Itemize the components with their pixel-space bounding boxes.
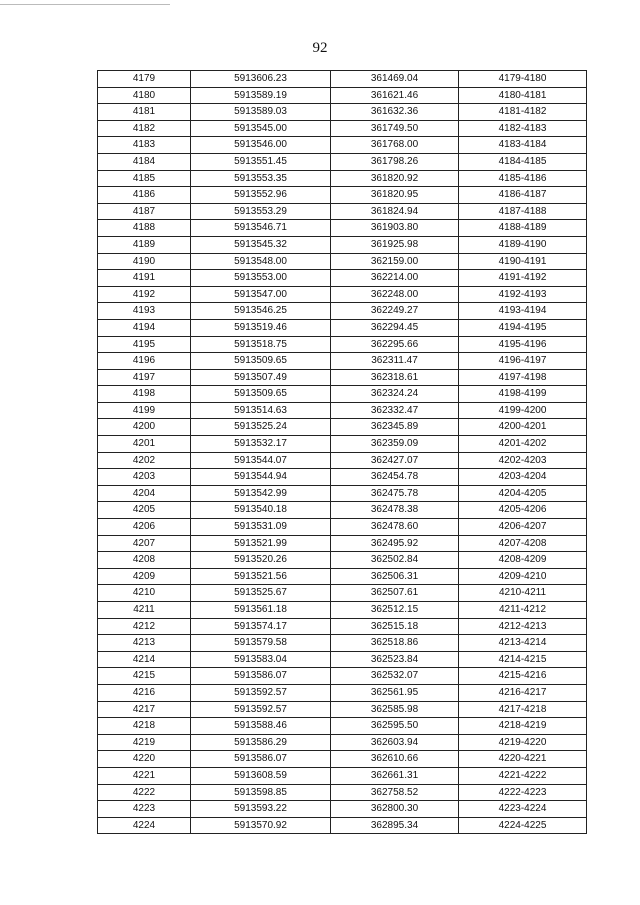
x-coordinate-cell: 5913589.19 <box>191 87 331 104</box>
point-number-cell: 4212 <box>98 618 191 635</box>
segment-cell: 4179-4180 <box>459 71 587 88</box>
x-coordinate-cell: 5913514.63 <box>191 402 331 419</box>
table-row <box>98 684 587 701</box>
y-coordinate-cell: 361749.50 <box>331 120 459 137</box>
y-coordinate-cell: 362248.00 <box>331 286 459 303</box>
y-coordinate-cell: 362454.78 <box>331 469 459 486</box>
point-number-cell: 4188 <box>98 220 191 237</box>
table-row <box>98 651 587 668</box>
segment-cell: 4213-4214 <box>459 635 587 652</box>
x-coordinate-cell: 5913586.07 <box>191 668 331 685</box>
y-coordinate-cell: 362895.34 <box>331 817 459 834</box>
segment-cell: 4223-4224 <box>459 801 587 818</box>
segment-cell: 4183-4184 <box>459 137 587 154</box>
point-number-cell: 4214 <box>98 651 191 668</box>
segment-cell: 4209-4210 <box>459 568 587 585</box>
point-number-cell: 4197 <box>98 369 191 386</box>
segment-cell: 4224-4225 <box>459 817 587 834</box>
segment-cell: 4192-4193 <box>459 286 587 303</box>
y-coordinate-cell: 362495.92 <box>331 535 459 552</box>
x-coordinate-cell: 5913542.99 <box>191 485 331 502</box>
x-coordinate-cell: 5913606.23 <box>191 71 331 88</box>
segment-cell: 4193-4194 <box>459 303 587 320</box>
segment-cell: 4203-4204 <box>459 469 587 486</box>
y-coordinate-cell: 362249.27 <box>331 303 459 320</box>
table-row <box>98 436 587 453</box>
x-coordinate-cell: 5913570.92 <box>191 817 331 834</box>
x-coordinate-cell: 5913519.46 <box>191 319 331 336</box>
point-number-cell: 4186 <box>98 187 191 204</box>
x-coordinate-cell: 5913548.00 <box>191 253 331 270</box>
table-row <box>98 187 587 204</box>
segment-cell: 4194-4195 <box>459 319 587 336</box>
table-row <box>98 87 587 104</box>
x-coordinate-cell: 5913521.56 <box>191 568 331 585</box>
y-coordinate-cell: 362523.84 <box>331 651 459 668</box>
y-coordinate-cell: 362345.89 <box>331 419 459 436</box>
point-number-cell: 4199 <box>98 402 191 419</box>
segment-cell: 4221-4222 <box>459 767 587 784</box>
segment-cell: 4204-4205 <box>459 485 587 502</box>
segment-cell: 4208-4209 <box>459 552 587 569</box>
y-coordinate-cell: 362311.47 <box>331 353 459 370</box>
y-coordinate-cell: 362478.60 <box>331 519 459 536</box>
table-row <box>98 701 587 718</box>
table-row <box>98 668 587 685</box>
x-coordinate-cell: 5913507.49 <box>191 369 331 386</box>
y-coordinate-cell: 361621.46 <box>331 87 459 104</box>
table-row <box>98 452 587 469</box>
y-coordinate-cell: 361925.98 <box>331 236 459 253</box>
segment-cell: 4216-4217 <box>459 684 587 701</box>
table-row <box>98 369 587 386</box>
point-number-cell: 4180 <box>98 87 191 104</box>
x-coordinate-cell: 5913540.18 <box>191 502 331 519</box>
segment-cell: 4186-4187 <box>459 187 587 204</box>
y-coordinate-cell: 362610.66 <box>331 751 459 768</box>
point-number-cell: 4193 <box>98 303 191 320</box>
table-row <box>98 270 587 287</box>
y-coordinate-cell: 361469.04 <box>331 71 459 88</box>
y-coordinate-cell: 362518.86 <box>331 635 459 652</box>
y-coordinate-cell: 362661.31 <box>331 767 459 784</box>
point-number-cell: 4196 <box>98 353 191 370</box>
table-row <box>98 253 587 270</box>
x-coordinate-cell: 5913551.45 <box>191 153 331 170</box>
point-number-cell: 4185 <box>98 170 191 187</box>
table-row <box>98 568 587 585</box>
point-number-cell: 4208 <box>98 552 191 569</box>
point-number-cell: 4206 <box>98 519 191 536</box>
x-coordinate-cell: 5913561.18 <box>191 602 331 619</box>
point-number-cell: 4190 <box>98 253 191 270</box>
table-row <box>98 767 587 784</box>
x-coordinate-cell: 5913546.25 <box>191 303 331 320</box>
y-coordinate-cell: 362475.78 <box>331 485 459 502</box>
segment-cell: 4199-4200 <box>459 402 587 419</box>
segment-cell: 4207-4208 <box>459 535 587 552</box>
y-coordinate-cell: 362318.61 <box>331 369 459 386</box>
y-coordinate-cell: 362295.66 <box>331 336 459 353</box>
segment-cell: 4205-4206 <box>459 502 587 519</box>
x-coordinate-cell: 5913589.03 <box>191 104 331 121</box>
segment-cell: 4212-4213 <box>459 618 587 635</box>
table-row <box>98 170 587 187</box>
y-coordinate-cell: 362359.09 <box>331 436 459 453</box>
table-row <box>98 120 587 137</box>
scan-artifact-line <box>0 4 170 5</box>
segment-cell: 4180-4181 <box>459 87 587 104</box>
x-coordinate-cell: 5913525.24 <box>191 419 331 436</box>
point-number-cell: 4203 <box>98 469 191 486</box>
point-number-cell: 4181 <box>98 104 191 121</box>
y-coordinate-cell: 362585.98 <box>331 701 459 718</box>
table-row <box>98 718 587 735</box>
table-row <box>98 469 587 486</box>
table-row <box>98 419 587 436</box>
table-row <box>98 336 587 353</box>
coordinates-table <box>97 70 587 834</box>
x-coordinate-cell: 5913532.17 <box>191 436 331 453</box>
point-number-cell: 4191 <box>98 270 191 287</box>
y-coordinate-cell: 361768.00 <box>331 137 459 154</box>
segment-cell: 4181-4182 <box>459 104 587 121</box>
table-row <box>98 784 587 801</box>
x-coordinate-cell: 5913586.29 <box>191 734 331 751</box>
segment-cell: 4189-4190 <box>459 236 587 253</box>
segment-cell: 4206-4207 <box>459 519 587 536</box>
table-row <box>98 303 587 320</box>
segment-cell: 4201-4202 <box>459 436 587 453</box>
segment-cell: 4190-4191 <box>459 253 587 270</box>
page-number: 92 <box>312 40 328 56</box>
point-number-cell: 4210 <box>98 585 191 602</box>
table-row <box>98 618 587 635</box>
table-row <box>98 751 587 768</box>
y-coordinate-cell: 361824.94 <box>331 203 459 220</box>
point-number-cell: 4211 <box>98 602 191 619</box>
x-coordinate-cell: 5913521.99 <box>191 535 331 552</box>
segment-cell: 4191-4192 <box>459 270 587 287</box>
y-coordinate-cell: 361632.36 <box>331 104 459 121</box>
point-number-cell: 4195 <box>98 336 191 353</box>
table-row <box>98 552 587 569</box>
x-coordinate-cell: 5913608.59 <box>191 767 331 784</box>
y-coordinate-cell: 362800.30 <box>331 801 459 818</box>
y-coordinate-cell: 362478.38 <box>331 502 459 519</box>
table-row <box>98 220 587 237</box>
x-coordinate-cell: 5913509.65 <box>191 353 331 370</box>
point-number-cell: 4213 <box>98 635 191 652</box>
y-coordinate-cell: 362502.84 <box>331 552 459 569</box>
y-coordinate-cell: 362214.00 <box>331 270 459 287</box>
point-number-cell: 4187 <box>98 203 191 220</box>
x-coordinate-cell: 5913592.57 <box>191 701 331 718</box>
point-number-cell: 4189 <box>98 236 191 253</box>
x-coordinate-cell: 5913553.00 <box>191 270 331 287</box>
table-row <box>98 502 587 519</box>
table-row <box>98 104 587 121</box>
segment-cell: 4196-4197 <box>459 353 587 370</box>
y-coordinate-cell: 362427.07 <box>331 452 459 469</box>
point-number-cell: 4192 <box>98 286 191 303</box>
table-row <box>98 519 587 536</box>
segment-cell: 4195-4196 <box>459 336 587 353</box>
segment-cell: 4185-4186 <box>459 170 587 187</box>
table-row <box>98 236 587 253</box>
y-coordinate-cell: 362515.18 <box>331 618 459 635</box>
segment-cell: 4187-4188 <box>459 203 587 220</box>
point-number-cell: 4220 <box>98 751 191 768</box>
point-number-cell: 4200 <box>98 419 191 436</box>
point-number-cell: 4217 <box>98 701 191 718</box>
table-row <box>98 402 587 419</box>
point-number-cell: 4184 <box>98 153 191 170</box>
segment-cell: 4200-4201 <box>459 419 587 436</box>
table-row <box>98 485 587 502</box>
y-coordinate-cell: 361903.80 <box>331 220 459 237</box>
segment-cell: 4214-4215 <box>459 651 587 668</box>
table-row <box>98 635 587 652</box>
table-row <box>98 801 587 818</box>
x-coordinate-cell: 5913509.65 <box>191 386 331 403</box>
point-number-cell: 4224 <box>98 817 191 834</box>
x-coordinate-cell: 5913518.75 <box>191 336 331 353</box>
table-row <box>98 203 587 220</box>
point-number-cell: 4218 <box>98 718 191 735</box>
point-number-cell: 4194 <box>98 319 191 336</box>
y-coordinate-cell: 362506.31 <box>331 568 459 585</box>
x-coordinate-cell: 5913546.00 <box>191 137 331 154</box>
table-row <box>98 535 587 552</box>
y-coordinate-cell: 361820.92 <box>331 170 459 187</box>
coordinates-table-body <box>98 71 587 834</box>
segment-cell: 4218-4219 <box>459 718 587 735</box>
segment-cell: 4222-4223 <box>459 784 587 801</box>
x-coordinate-cell: 5913552.96 <box>191 187 331 204</box>
x-coordinate-cell: 5913588.46 <box>191 718 331 735</box>
point-number-cell: 4222 <box>98 784 191 801</box>
x-coordinate-cell: 5913531.09 <box>191 519 331 536</box>
y-coordinate-cell: 362324.24 <box>331 386 459 403</box>
x-coordinate-cell: 5913546.71 <box>191 220 331 237</box>
x-coordinate-cell: 5913547.00 <box>191 286 331 303</box>
table-row <box>98 585 587 602</box>
table-row <box>98 817 587 834</box>
y-coordinate-cell: 362758.52 <box>331 784 459 801</box>
segment-cell: 4219-4220 <box>459 734 587 751</box>
x-coordinate-cell: 5913520.26 <box>191 552 331 569</box>
x-coordinate-cell: 5913592.57 <box>191 684 331 701</box>
x-coordinate-cell: 5913598.85 <box>191 784 331 801</box>
y-coordinate-cell: 362507.61 <box>331 585 459 602</box>
y-coordinate-cell: 362603.94 <box>331 734 459 751</box>
x-coordinate-cell: 5913586.07 <box>191 751 331 768</box>
table-row <box>98 71 587 88</box>
x-coordinate-cell: 5913579.58 <box>191 635 331 652</box>
point-number-cell: 4221 <box>98 767 191 784</box>
point-number-cell: 4198 <box>98 386 191 403</box>
segment-cell: 4188-4189 <box>459 220 587 237</box>
segment-cell: 4202-4203 <box>459 452 587 469</box>
point-number-cell: 4209 <box>98 568 191 585</box>
y-coordinate-cell: 362512.15 <box>331 602 459 619</box>
segment-cell: 4217-4218 <box>459 701 587 718</box>
point-number-cell: 4205 <box>98 502 191 519</box>
table-row <box>98 286 587 303</box>
x-coordinate-cell: 5913553.29 <box>191 203 331 220</box>
point-number-cell: 4182 <box>98 120 191 137</box>
table-row <box>98 386 587 403</box>
segment-cell: 4182-4183 <box>459 120 587 137</box>
segment-cell: 4184-4185 <box>459 153 587 170</box>
x-coordinate-cell: 5913544.94 <box>191 469 331 486</box>
y-coordinate-cell: 362332.47 <box>331 402 459 419</box>
x-coordinate-cell: 5913525.67 <box>191 585 331 602</box>
segment-cell: 4197-4198 <box>459 369 587 386</box>
x-coordinate-cell: 5913553.35 <box>191 170 331 187</box>
table-row <box>98 153 587 170</box>
segment-cell: 4220-4221 <box>459 751 587 768</box>
table-row <box>98 353 587 370</box>
y-coordinate-cell: 361798.26 <box>331 153 459 170</box>
x-coordinate-cell: 5913544.07 <box>191 452 331 469</box>
table-row <box>98 319 587 336</box>
point-number-cell: 4216 <box>98 684 191 701</box>
point-number-cell: 4183 <box>98 137 191 154</box>
point-number-cell: 4207 <box>98 535 191 552</box>
x-coordinate-cell: 5913593.22 <box>191 801 331 818</box>
point-number-cell: 4204 <box>98 485 191 502</box>
point-number-cell: 4223 <box>98 801 191 818</box>
x-coordinate-cell: 5913574.17 <box>191 618 331 635</box>
point-number-cell: 4215 <box>98 668 191 685</box>
x-coordinate-cell: 5913545.00 <box>191 120 331 137</box>
y-coordinate-cell: 362595.50 <box>331 718 459 735</box>
point-number-cell: 4219 <box>98 734 191 751</box>
table-row <box>98 602 587 619</box>
segment-cell: 4198-4199 <box>459 386 587 403</box>
y-coordinate-cell: 362294.45 <box>331 319 459 336</box>
segment-cell: 4215-4216 <box>459 668 587 685</box>
x-coordinate-cell: 5913583.04 <box>191 651 331 668</box>
point-number-cell: 4179 <box>98 71 191 88</box>
point-number-cell: 4201 <box>98 436 191 453</box>
point-number-cell: 4202 <box>98 452 191 469</box>
x-coordinate-cell: 5913545.32 <box>191 236 331 253</box>
y-coordinate-cell: 361820.95 <box>331 187 459 204</box>
y-coordinate-cell: 362561.95 <box>331 684 459 701</box>
table-row <box>98 137 587 154</box>
y-coordinate-cell: 362532.07 <box>331 668 459 685</box>
segment-cell: 4211-4212 <box>459 602 587 619</box>
table-row <box>98 734 587 751</box>
y-coordinate-cell: 362159.00 <box>331 253 459 270</box>
segment-cell: 4210-4211 <box>459 585 587 602</box>
